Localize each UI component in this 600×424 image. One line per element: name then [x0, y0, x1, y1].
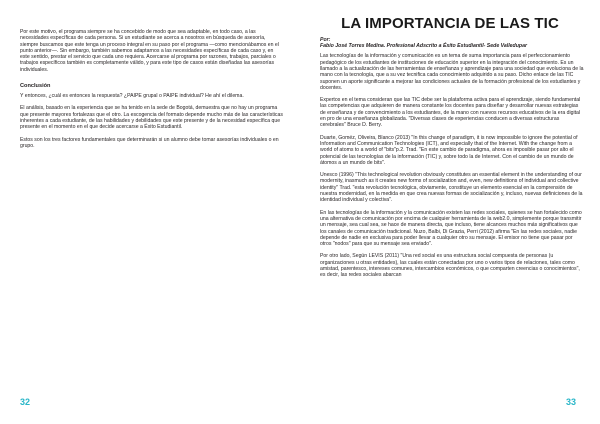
body-paragraph: El análisis, basado en la experiencia que se ha tenido en la sede de Bogotá, demuestra que no hay un programa que presente mayores fortalezas que el otro. La escogencia del formato depende mucho más de las características inherentes a cada estudiante, de las habilidades y debilidades que este presente y de la necesidad específica que presente en el momento en el que decide acercarse a Éxito Estudiantil. — [20, 105, 283, 131]
left-page-body — [20, 29, 284, 155]
body-paragraph: Y entonces, ¿cuál es entonces la respuesta? ¿PAIPE grupal o PAIPE individual? He ahí el dilema. — [20, 93, 244, 100]
right-page — [300, 0, 600, 424]
page-number-left: 32 — [20, 397, 31, 407]
byline — [320, 37, 584, 49]
body-paragraph: Unesco (1996) "This technological revolution obviously constitutes an essential element in the understanding of our modernity, inasmuch as it creates new forms of socialization and, even, new definitions of individual and collective identity" Trad. "esta revolución tecnológica, obviamente, constituye un elemento esencial en la comprensión de nuestra modernidad, en la medida en que crea nuevas formas de socialización y, incluso, nuevas definiciones de la identidad individual y colectiva". — [320, 172, 583, 204]
byline-label: Por: — [320, 37, 331, 43]
body-paragraph: Duarte, Goméz, Oliveira, Blanco (2013) "In this change of paradigm, it is now impossible to ignore the potential of Information and Communication Technologies (ICT), and especially that of the Internet. With the change from a world of atoms to a world of "bits"p.2. Trad. "En este cambio de paradigma, ahora es imposible pasar por alto el potencial de las tecnologías de la información (TIC) y, sobre todo la de Internet. Con el cambio de un mundo de átomos a un mundo de bits". — [320, 134, 578, 166]
right-page-body — [320, 37, 584, 285]
body-paragraph: Por otro lado, Según LEVIS (2011) "Una red social es una estructura social compuesta de personas (u organizaciones u otras entidades), las cuales están conectadas por uno o varios tipos de relaciones, tales como amistad, parentesco, intereses comunes, intercambios económicos, o que comparten creencias o conocimientos", es decir, las redes sociales abarcan — [320, 253, 580, 279]
body-paragraph: Por este motivo, el programa siempre se ha concebido de modo que sea adaptable, en todo caso, a las necesidades específicas de cada persona. Si un estudiante se acerca a nosotros en búsqueda de asesoría, siempre buscamos que este tenga un proceso integral en su paso por el programa —como mencionábamos en el punto anterior—. Sin embargo, también sabemos adaptarnos a las necesidades específicas de cada caso y, en este sentido, prestar el servicio que cada uno requiera. Acercarse al programa por razones, trabajos, parciales o trabajos específicos también es completamente válido, y para este tipo de casos están diseñadas las asesorías individuales. — [20, 29, 279, 73]
body-paragraph: En las tecnologías de la información y la comunicación existen las redes sociales, quienes se han fortalecido como una alternativa de comunicación por encima de cualquier herramienta de la web2.0, simplemente porque transmitir un mensaje, sea cual sea, se hace de manera directa, que incluso, tiene alcances muchos más significativos que los canales de comunicación tradicional. Nuzo, Balbi, Di Grazia, Perri (2012) afirma "En las redes sociales, nadie depende de nadie en exclusiva para poder llevar a cualquier otro su mensaje. El emisor no tiene que pasar por otros "nodos" para que su mensaje sea enviado". — [320, 209, 582, 248]
body-paragraph: Expertos en el tema consideran que las TIC debe ser la plataforma activa para el aprendizaje, siendo fundamental las competencias que adquieren de manera constante los docentes para diseñar y desarrollar nuevas estrategias de enseñanza y de convencimiento a los estudiantes, de la mano con nuevos recursos educativos de la era digital en pro de una enseñanza globalizada. "Diversas clases de experiencias conducen a diversas estructuras cerebrales" Bruce D. Berry. — [320, 97, 581, 129]
article-title: LA IMPORTANCIA DE LAS TIC — [341, 15, 559, 32]
body-paragraph: Estos son los tres factores fundamentales que determinarán si un alumno debe tomar asesorías individuales o en grupo. — [20, 136, 279, 149]
section-heading: Conclusión — [20, 83, 51, 90]
body-paragraph: Las tecnologías de la información y comunicación es un tema de suma importancia para el perfeccionamiento pedagógico de los estudiantes de instituciones de educación superior en la integración del conocimiento. Es un llamado a la actualización de las herramientas de enseñanza y aprendizaje para una sociedad que evoluciona de la mano con la tecnología, que a su vez tecnifica cada conocimiento adquirido a su paso. Dicho enlace de las TIC suponen un aporte significante a mejorar las condiciones actuales de la formación profesional de los estudiantes y docentes. — [320, 53, 584, 91]
byline-author: Fabio José Torres Medina. Profesional Adscrito a Éxito Estudiantil- Sede Valledupar — [320, 43, 527, 50]
page-number-right: 33 — [565, 397, 576, 407]
